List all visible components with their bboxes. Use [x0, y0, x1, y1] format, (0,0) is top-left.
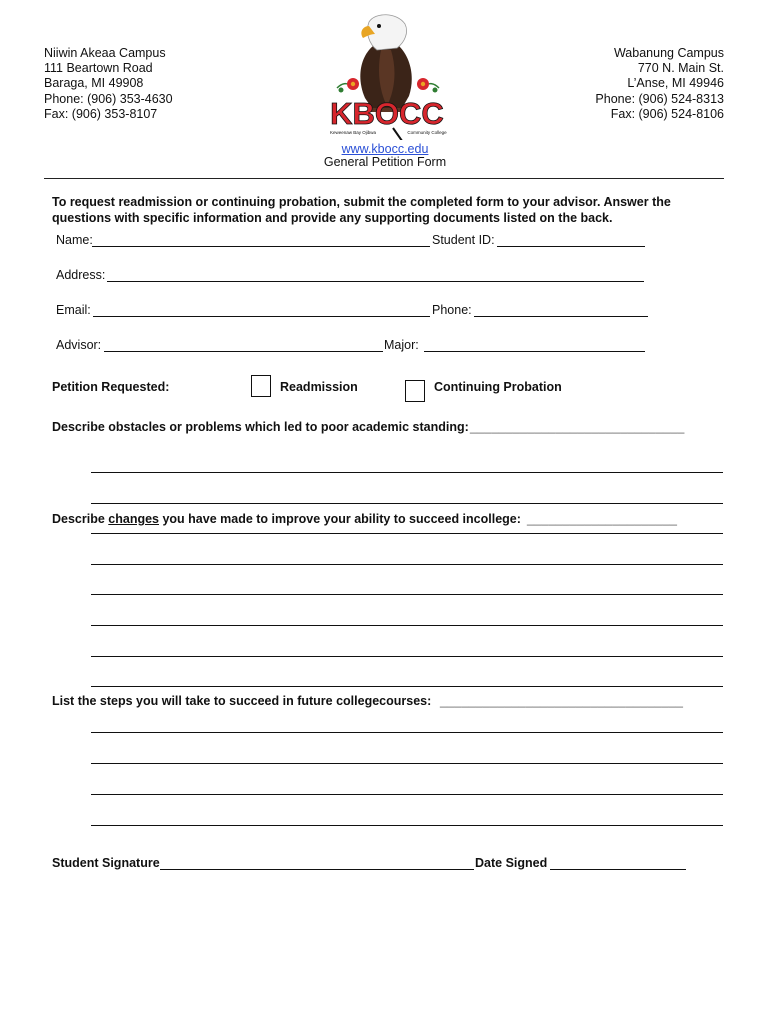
left-campus-street: 111 Beartown Road — [44, 61, 153, 76]
question-steps: List the steps you will take to succeed in future collegecourses: — [52, 694, 432, 708]
continuing-probation-checkbox[interactable] — [405, 380, 425, 402]
readmission-checkbox[interactable] — [251, 375, 271, 397]
question-changes-pre: Describe — [52, 512, 109, 526]
question-steps-fill: __________________________________ — [440, 694, 684, 708]
student-signature-field[interactable] — [160, 869, 474, 870]
changes-answer-line-5[interactable] — [91, 656, 723, 657]
kbocc-logo — [315, 10, 460, 140]
right-campus-name: Wabanung Campus — [613, 46, 724, 60]
left-campus-city: Baraga, MI 49908 — [44, 76, 144, 91]
question-changes — [52, 512, 521, 526]
left-campus-name: Niiwin Akeaa Campus — [44, 46, 166, 60]
steps-answer-line-3[interactable] — [91, 794, 723, 795]
left-campus-address — [44, 46, 173, 122]
advisor-field[interactable] — [104, 351, 383, 352]
right-campus-city: L’Anse, MI 49946 — [627, 76, 724, 91]
steps-answer-line-2[interactable] — [91, 763, 723, 764]
student-id-label: Student ID: — [432, 233, 495, 247]
continuing-probation-label: Continuing Probation — [434, 380, 562, 394]
changes-answer-line-4[interactable] — [91, 625, 723, 626]
question-obstacles: Describe obstacles or problems which led to poor academic standing: — [52, 420, 469, 434]
email-field[interactable] — [93, 316, 430, 317]
website-link[interactable]: www.kbocc.edu — [341, 142, 429, 156]
question-changes-post: you have made to improve your ability to succeed incollege: — [159, 512, 521, 526]
date-signed-field[interactable] — [550, 869, 686, 870]
question-changes-underlined: changes — [108, 512, 159, 526]
logo-tagline-left: Keweenaw Bay Ojibwa — [329, 130, 377, 135]
intro-line-2: questions with specific information and provide any supporting documents listed on the back. — [52, 211, 613, 225]
changes-answer-line-3[interactable] — [91, 594, 723, 595]
address-label: Address: — [56, 268, 106, 282]
name-field[interactable] — [92, 246, 430, 247]
logo-tagline-right: Community College — [407, 130, 447, 135]
date-signed-label: Date Signed — [475, 856, 548, 870]
steps-answer-line-1[interactable] — [91, 732, 723, 733]
readmission-label: Readmission — [280, 380, 358, 394]
right-campus-street: 770 N. Main St. — [637, 61, 724, 76]
left-campus-fax: Fax: (906) 353-8107 — [44, 106, 158, 121]
question-obstacles-fill: ______________________________ — [470, 420, 685, 434]
student-id-field[interactable] — [497, 246, 645, 247]
steps-answer-line-4[interactable] — [91, 825, 723, 826]
logo-letters: KBOCC — [330, 96, 444, 131]
changes-answer-line-2[interactable] — [91, 564, 723, 565]
changes-answer-line-1[interactable] — [91, 533, 723, 534]
left-campus-phone: Phone: (906) 353-4630 — [44, 91, 173, 106]
address-field[interactable] — [107, 281, 644, 282]
name-label: Name: — [56, 233, 93, 247]
obstacles-answer-line-2[interactable] — [91, 503, 723, 504]
major-label: Major: — [384, 338, 419, 352]
advisor-label: Advisor: — [56, 338, 102, 352]
right-campus-phone: Phone: (906) 524-8313 — [595, 91, 724, 106]
phone-field[interactable] — [474, 316, 648, 317]
intro-line-1: To request readmission or continuing probation, submit the completed form to your advisor. Answer the — [52, 195, 671, 209]
email-label: Email: — [56, 303, 91, 317]
phone-label: Phone: — [432, 303, 472, 317]
question-changes-fill: _____________________ — [527, 512, 678, 526]
header-divider — [44, 178, 724, 179]
right-campus-address — [595, 46, 724, 122]
student-signature-label: Student Signature — [52, 856, 160, 870]
major-field[interactable] — [424, 351, 645, 352]
changes-answer-line-6[interactable] — [91, 686, 723, 687]
petition-label: Petition Requested: — [52, 380, 170, 394]
obstacles-answer-line-1[interactable] — [91, 472, 723, 473]
form-title: General Petition Form — [323, 155, 447, 169]
right-campus-fax: Fax: (906) 524-8106 — [610, 106, 724, 121]
